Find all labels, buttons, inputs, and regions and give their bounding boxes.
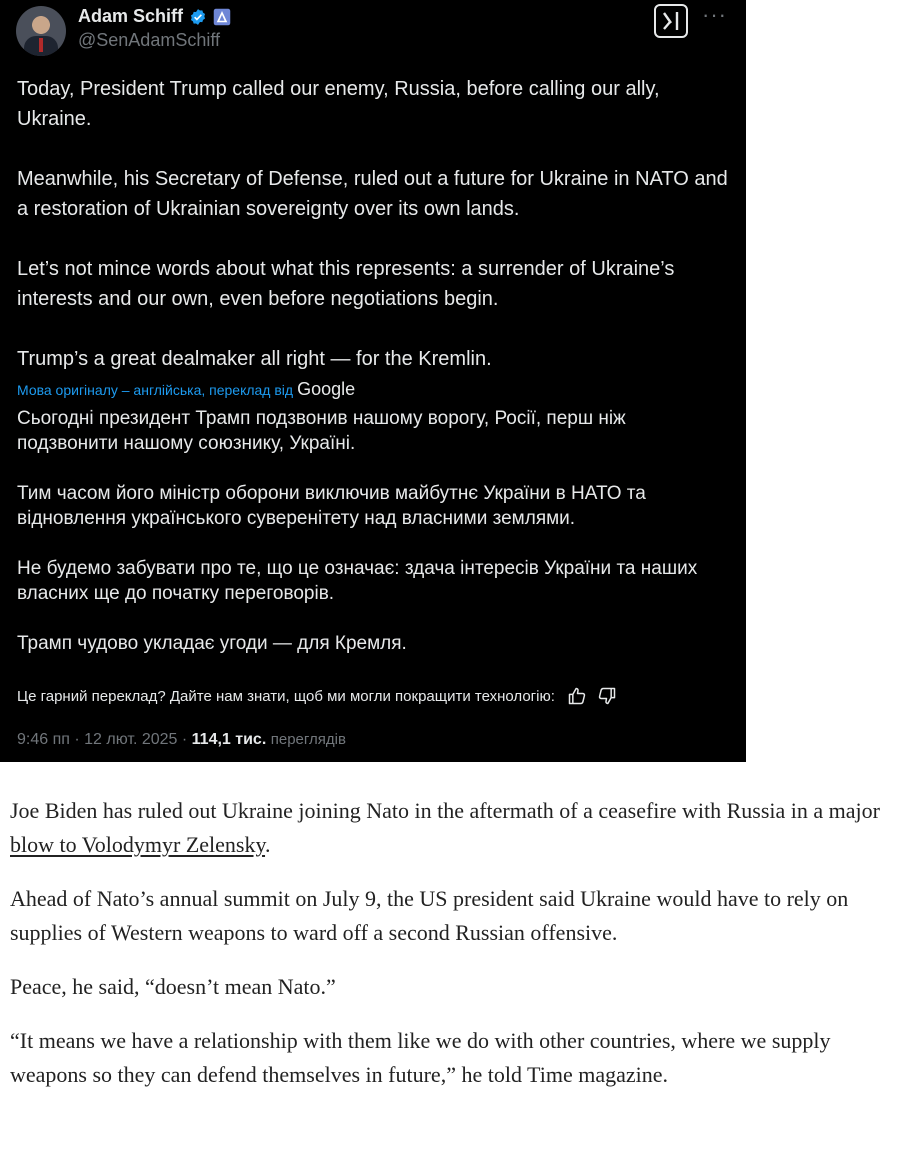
tweet-paragraph: Meanwhile, his Secretary of Defense, ruled out a future for Ukraine in NATO and a restoration of Ukrainian sovereignty over its own lands.: [17, 168, 728, 220]
article-link-zelensky[interactable]: blow to Volodymyr Zelensky: [10, 832, 266, 857]
article-body: [10, 794, 890, 1112]
translated-paragraph: Не будемо забувати про те, що це означає: здача інтересів України та наших власних ще до початку переговорів.: [17, 558, 698, 604]
translation-feedback: [17, 686, 617, 706]
article-text: Joe Biden has ruled out Ukraine joining Nato in the aftermath of a ceasefire with Russia in a major: [10, 798, 880, 823]
tweet-paragraph: Today, President Trump called our enemy, Russia, before calling our ally, Ukraine.: [17, 78, 660, 130]
avatar[interactable]: [16, 6, 66, 56]
thumbs-down-icon[interactable]: [597, 686, 617, 706]
translated-paragraph: Трамп чудово укладає угоди — для Кремля.: [17, 633, 407, 654]
thumbs-up-icon[interactable]: [567, 686, 587, 706]
tweet-paragraph: Trump’s a great dealmaker all right — for the Kremlin.: [17, 348, 492, 370]
view-count[interactable]: 114,1 тис.: [191, 731, 267, 748]
translated-paragraph: Тим часом його міністр оборони виключив майбутнє України в НАТО та відновлення українського суверенітету над власними землями.: [17, 483, 646, 529]
article-paragraph: [10, 794, 890, 862]
grok-button[interactable]: [654, 4, 688, 38]
article-paragraph: “It means we have a relationship with them like we do with other countries, where we supply weapons so they can defend themselves in future,” he told Time magazine.: [10, 1028, 831, 1087]
meta-separator: ·: [181, 731, 188, 748]
translated-paragraph: Сьогодні президент Трамп подзвонив нашому ворогу, Росії, перш ніж подзвонити нашому союзнику, Україні.: [17, 408, 626, 454]
author-handle[interactable]: @SenAdamSchiff: [78, 30, 221, 50]
author-name[interactable]: Adam Schiff: [78, 6, 184, 26]
feedback-prompt: Це гарний переклад? Дайте нам знати, щоб ми могли покращити технологію:: [17, 687, 555, 705]
google-logo: Google: [297, 379, 356, 399]
meta-separator: ·: [74, 731, 80, 748]
avatar-tie: [39, 38, 43, 52]
article-paragraph: Ahead of Nato’s annual summit on July 9, the US president said Ukraine would have to rely on supplies of Western weapons to ward off a second Russian offensive.: [10, 886, 849, 945]
tweet-paragraph: Let’s not mince words about what this represents: a surrender of Ukraine’s interests and our own, even before negotiations begin.: [17, 258, 675, 310]
article-text: .: [265, 832, 271, 857]
more-options-icon[interactable]: ···: [702, 2, 727, 27]
tweet-original-text: [17, 74, 729, 374]
tweet-translated-text: [17, 406, 729, 656]
grok-icon: [656, 6, 686, 36]
translation-notice-text[interactable]: Мова оригіналу – англійська, переклад від: [17, 381, 294, 398]
verified-badge-icon: [189, 8, 207, 26]
tweet-meta: [17, 731, 346, 749]
author-name-row[interactable]: [78, 6, 231, 27]
translation-notice[interactable]: [17, 379, 355, 400]
tweet-time[interactable]: 9:46 пп: [17, 731, 70, 748]
view-count-label: переглядів: [270, 731, 346, 748]
article-paragraph: Peace, he said, “doesn’t mean Nato.”: [10, 974, 336, 999]
government-badge-icon: [213, 8, 231, 26]
tweet-date[interactable]: 12 лют. 2025: [84, 731, 178, 748]
